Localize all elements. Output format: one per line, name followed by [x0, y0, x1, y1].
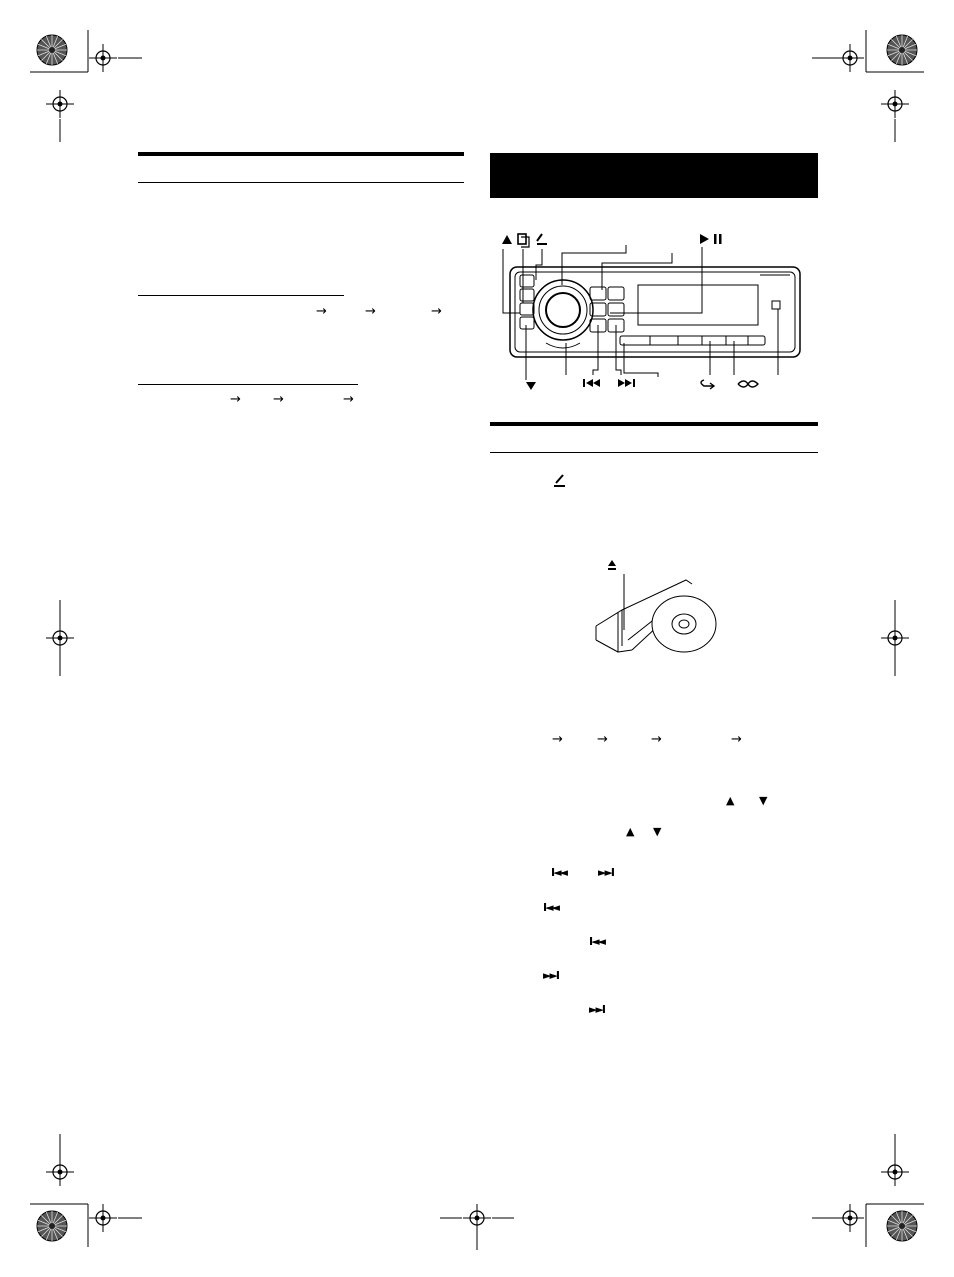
eject-icon: [608, 560, 616, 566]
skip-forward-icon: ►►I: [543, 969, 559, 982]
skip-forward-icon: ►►I: [589, 1003, 605, 1016]
mode-arrow: →: [273, 392, 284, 407]
left-section-thin-rule: [138, 182, 464, 183]
open-release-icon: [552, 474, 566, 488]
skip-back-icon: I◄◄: [551, 866, 567, 879]
cd-mode-arrow: →: [552, 732, 563, 747]
up-triangle-icon: ▲: [726, 794, 735, 807]
left-section-heavy-rule: [138, 152, 464, 156]
down-triangle-icon: ▼: [759, 794, 768, 807]
playback-section-thin-rule: [490, 452, 818, 453]
display-button-icon: [518, 234, 526, 244]
cd-mode-arrow: →: [731, 732, 742, 747]
head-unit-diagram: [490, 225, 820, 390]
mode-arrow: →: [365, 304, 376, 319]
section-title-bar: [490, 153, 818, 198]
left-subsection-rule-1: [138, 295, 344, 296]
mode-arrow: →: [230, 392, 241, 407]
left-subsection-rule-2: [138, 384, 358, 385]
up-triangle-icon: [502, 235, 512, 244]
pause-icon: [714, 234, 717, 244]
mode-arrow: →: [316, 304, 327, 319]
skip-forward-icon: ►►I: [598, 866, 614, 879]
skip-back-icon: I◄◄: [543, 901, 559, 914]
skip-back-icon: I◄◄: [589, 935, 605, 948]
release-icon: [537, 234, 547, 244]
cd-insertion-diagram: [596, 560, 736, 660]
cd-mode-arrow: →: [597, 732, 608, 747]
random-icon: [738, 381, 758, 387]
cd-mode-arrow: →: [651, 732, 662, 747]
skip-forward-icon: [618, 379, 635, 387]
down-triangle-icon: [526, 382, 536, 390]
up-triangle-icon: ▲: [626, 825, 635, 838]
skip-back-icon: [583, 379, 600, 387]
playback-section-heavy-rule: [490, 422, 818, 426]
play-icon: [700, 234, 709, 244]
color-bar-target-icon: [37, 35, 67, 65]
down-triangle-icon: ▼: [653, 825, 662, 838]
repeat-icon: [701, 380, 714, 389]
mode-arrow: →: [343, 392, 354, 407]
mode-arrow: →: [431, 304, 442, 319]
